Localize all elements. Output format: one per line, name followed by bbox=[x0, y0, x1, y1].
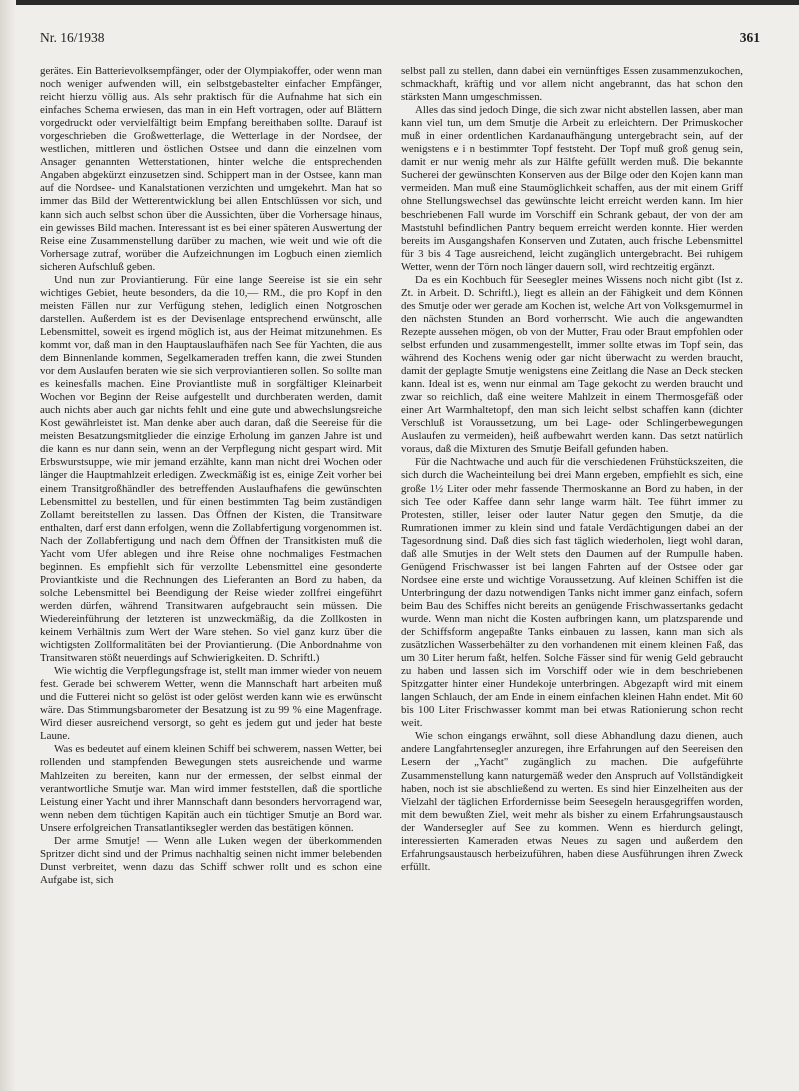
paragraph: selbst pall zu stellen, dann dabei ein vernünftiges Essen zusammenzukochen, schmackhaft, kräftig und vor allem nicht angebrannt, das hat schon den stärksten Mann umgeschmissen. bbox=[401, 65, 743, 104]
paragraph: Wie wichtig die Verpflegungsfrage ist, stellt man immer wieder von neuem fest. Gerade bei schwerem Wetter, wenn die Mannschaft hart arbeiten muß und die Futterei nicht so gelöst ist oder gelöst werden kann wie es erwünscht wäre. Das Stimmungsbarometer der Besatzung ist zu 99 % eine Magenfrage. Wird dieser ausreichend versorgt, so geht es jedem gut und jeder hat beste Laune. bbox=[40, 665, 382, 743]
paragraph: gerätes. Ein Batterievolksempfänger, oder der Olympiakoffer, oder wenn man noch weniger aufwenden will, ein selbstgebastelter einfacher Empfänger, reicht hierzu völlig aus. Als sehr praktisch für die Aufnahme hat sich ein einfaches Schema erwiesen, das man in ein Heft vortragen, oder auf Blättern vorgedruckt oder vervielfältigt beim Empfang bereithaben sollte. Darauf ist vorgeschrieben die Großwetterlage, die Wetterlage in der Nordsee, der westlichen, mittleren und östlichen Ostsee und dann die einzelnen vom Ansager genannten Wetterstationen, hinter welche die entsprechenden Angaben abgekürzt einzusetzen sind. Schippert man in der Ostsee, kann man auf die Nordsee- und Kanalstationen verzichten und umgekehrt. Man hat so immer das Bild der Wetterentwicklung bei allen Entschlüssen vor sich, und kann sich auch selbst schon über die Aussichten, über die Vorhersage hinaus, ein gewisses Bild machen. Interessant ist es bei einer späteren Auswertung der Reise eine Zusammenstellung darüber zu machen, wie weit und wie oft die Vorhersage zutraf, worüber die Aufzeichnungen im Logbuch einen ziemlich sicheren Aufschluß geben. bbox=[40, 65, 382, 273]
page-top-edge bbox=[0, 0, 799, 5]
issue-number: Nr. 16/1938 bbox=[40, 30, 105, 45]
paragraph: Wie schon eingangs erwähnt, soll diese Abhandlung dazu dienen, auch andere Langfahrtensegler anzuregen, ihre Erfahrungen auf den Seereisen den Lesern der „Yacht" zugänglich zu machen. Die aufgeführte Zusammenstellung kann naturgemäß weder den Anspruch auf Vollständigkeit haben, noch ist sie abschließend zu werten. Es sind hier Einzelheiten aus der Vielzahl der täglichen Erfordernisse beim Seesegeln herausgegriffen worden, mit dem bewußten Ziel, weit mehr als bisher zu einem Erfahrungsaustausch der Wandersegler auf See zu kommen. Wenn es hierdurch gelingt, interessierten Kameraden etwas Neues zu sagen und außerdem den Erfahrungsaustausch herbeizuführen, haben diese Ausführungen ihren Zweck erfüllt. bbox=[401, 730, 743, 873]
paragraph: Für die Nachtwache und auch für die verschiedenen Frühstückszeiten, die sich durch die Wacheinteilung bei drei Mann ergeben, empfiehlt es sich, eine große 1½ Liter oder mehr fassende Thermoskanne an Bord zu haben, in der sich Tee oder Kaffee dann sehr lange warm hält. Tee führt immer zu Protesten, stiller, leiser oder lauter Natur gegen den Smutje, da die Rumrationen immer zu klein sind und fatale Verdächtigungen dabei an der Tagesordnung sind. Daß dies sich fast täglich wiederholen, liegt wohl daran, daß alle Smutjes in der Welt stets den Daumen auf der Rumpulle haben. Genügend Frischwasser ist bei langen Fahrten auf der Ostsee oder gar Nordsee eine erste und wichtige Voraussetzung. Auf kleinen Schiffen ist die Unterbringung der dazu notwendigen Tanks nicht immer ganz einfach, sofern beim Bau des Schiffes nicht bereits an genügende Frischwassertanks gedacht wurde. Wenn man nicht die Kosten aufbringen kann, um platzsparende und der Schiffsform angepaßte Tanks einbauen zu lassen, kann man sich als zusätzlichen Wasserbehälter zu den vorhandenen mit einem kleinen Faß, das um 30 Liter herum faßt, helfen. Solche Fässer sind für wenig Geld gebraucht zu haben und lassen sich im Vorschiff oder wie in dem beschriebenen Spitzgatter hinter einer Hundekoje unterbringen. Abgezapft wird mit einem langen Schlauch, der am Ende in einem einfachen kleinen Hahn endet. Mit 60 bis 100 Liter Frischwasser kommt man bei etwas Rationierung schon recht weit. bbox=[401, 456, 743, 730]
paragraph: Und nun zur Proviantierung. Für eine lange Seereise ist sie ein sehr wichtiges Gebiet, heute besonders, da die 10,— RM., die pro Kopf in den meisten Fällen nur zur Verfügung stehen, lediglich einen Notgroschen darstellen. Außerdem ist es der Devisenlage entsprechend erwünscht, alle Lebensmittel, soweit es irgend möglich ist, aus der Heimat mitzunehmen. Es kommt vor, daß man in den Hauptauslaufhäfen nach See für Yachten, die aus dem Binnenlande kommen, Segelkameraden treffen kann, die zwei Stunden vor dem Auslaufen beraten wie sie sich verproviantieren sollen. So sollte man es keinesfalls machen. Eine Proviantliste muß in sorgfältiger Kleinarbeit Wochen vor Beginn der Reise aufgestellt und durchberaten werden, damit auch nichts aber auch gar nichts fehlt und eine gute und abwechslungsreiche Kost gewährleistet ist. Man denke aber auch daran, daß die Seereise für die meisten Besatzungsmitglieder die einzige Erholung im ganzen Jahre ist und die kann es nur dann sein, wenn an der Verpflegung nicht gespart wird. Mit Erbswurstsuppe, wie mir jemand erzählte, kann man nicht drei Wochen oder länger die Hauptmahlzeit erledigen. Zweckmäßig ist es, einige Zeit vorher bei einem Transitgroßhändler des betreffenden Auslaufhafens die gewünschten Lebensmittel zu bestellen, und für einen bestimmten Tag beim zuständigen Zollamt bereitstellen zu lassen. Das Öffnen der Kisten, die Transitware enthalten, darf erst dann erfolgen, wenn die Zollabfertigung vorgenommen ist. Nach der Zollabfertigung und nach dem Öffnen der Transitkisten muß die Yacht vom Ufer ablegen und ihre Reise ohne nochmaliges Festmachen beginnen. Es empfiehlt sich für verzollte Lebensmittel eine gesonderte Proviantkiste und die Rechnungen des Lieferanten an Bord zu haben, da solche Lebensmittel bei Beendigung der Reise wieder zollfrei eingeführt werden dürfen, während Transitwaren aufgebraucht sein müssen. Die Wiedereinführung der letzteren ist unzweckmäßig, da die Zollkosten in keinem Verhältnis zum Wert der Ware stehen. So viel ganz kurz über die wichtigsten Zollformalitäten bei der Proviantierung. (Die Anbordnahme von Transitwaren stößt neuerdings auf Schwierigkeiten. D. Schriftl.) bbox=[40, 273, 382, 665]
page-header bbox=[40, 30, 760, 50]
paragraph: Da es ein Kochbuch für Seesegler meines Wissens noch nicht gibt (Ist z. Zt. in Arbeit. D. Schriftl.), liegt es allein an der Fähigkeit und dem Können des Smutje oder wer gerade am Kochen ist, welche Art von Volksgemurmel in den nächsten Stunden an Bord vorherrscht. Wie auch die angewandten Rezepte aussehen mögen, ob von der Mutter, Frau oder Braut empfohlen oder selbst erfunden und zusammengestellt, immer sollte etwas im Topf sein, das während des Kochens wenig oder gar nicht überwacht zu werden braucht, damit der geplagte Smutje wenigstens eine Zeitlang die Nase an Deck stecken kann. Ideal ist es, wenn nur einmal am Tage gekocht zu werden braucht und zwar so reichlich, daß eine weitere Mahlzeit in einem Thermosgefäß oder einer Art Warmhaltetopf, den man sich leicht selbst schaffen kann (dichter Verschluß ist Voraussetzung, um bei Lage- oder Schlingerbewegungen Auslaufen zu vermeiden), heiß aufbewahrt werden kann. Das setzt natürlich voraus, daß die Mixturen des Smutje Beifall gefunden haben. bbox=[401, 273, 743, 456]
paragraph: Der arme Smutje! — Wenn alle Luken wegen der überkommenden Spritzer dicht sind und der Primus nachhaltig seinen nicht immer belebenden Dunst verbreitet, wenn dazu das Schiff schwer rollt und es schon eine Aufgabe ist, sich bbox=[40, 834, 382, 886]
paragraph: Alles das sind jedoch Dinge, die sich zwar nicht abstellen lassen, aber man kann viel tun, um dem Smutje die Arbeit zu erleichtern. Der Primuskocher muß in einer ordentlichen Kardanaufhängung untergebracht sein, auf der wenigstens e i n bestimmter Topf feststeht. Der Topf muß groß genug sein, damit er nur wenig mehr als zur Hälfte gefüllt werden muß. Die bekannte Sucherei der gewünschten Konserven aus der Bilge oder den Kojen kann man vermeiden. Man muß eine Staumöglichkeit schaffen, aus der mit einem Griff ohne Stellungswechsel das gewünschte leicht erreicht werden kann. Im hier beschriebenen Fall wurde im Vorschiff ein Schrank gebaut, der von der am Maststuhl befindlichen Pantry bequem erreicht werden konnte. Hier werden bereits im Ausgangshafen Konserven und Zutaten, auch frische Lebensmittel für 3 bis 4 Tage ausreichend, leicht zugänglich untergebracht. Bei ruhigem Wetter, wenn der Törn noch länger dauern soll, wird rechtzeitig ergänzt. bbox=[401, 104, 743, 273]
right-column bbox=[401, 65, 743, 874]
paragraph: Was es bedeutet auf einem kleinen Schiff bei schwerem, nassen Wetter, bei rollenden und stampfenden Bewegungen stets ausreichende und warme Mahlzeiten zu bereiten, kann nur der ermessen, der selbst einmal der verantwortliche Smutje war. Man wird immer feststellen, daß die sportliche Leistung einer Yacht und ihrer Mannschaft dann besonders hervorragend war, wenn neben dem tüchtigen Kapitän auch ein tüchtiger Smutje an Bord war. Unsere erfolgreichen Transatlantiksegler werden das bestätigen können. bbox=[40, 743, 382, 834]
left-column bbox=[40, 65, 382, 887]
page-number: 361 bbox=[739, 30, 760, 45]
page-binding-shadow bbox=[0, 0, 16, 1091]
